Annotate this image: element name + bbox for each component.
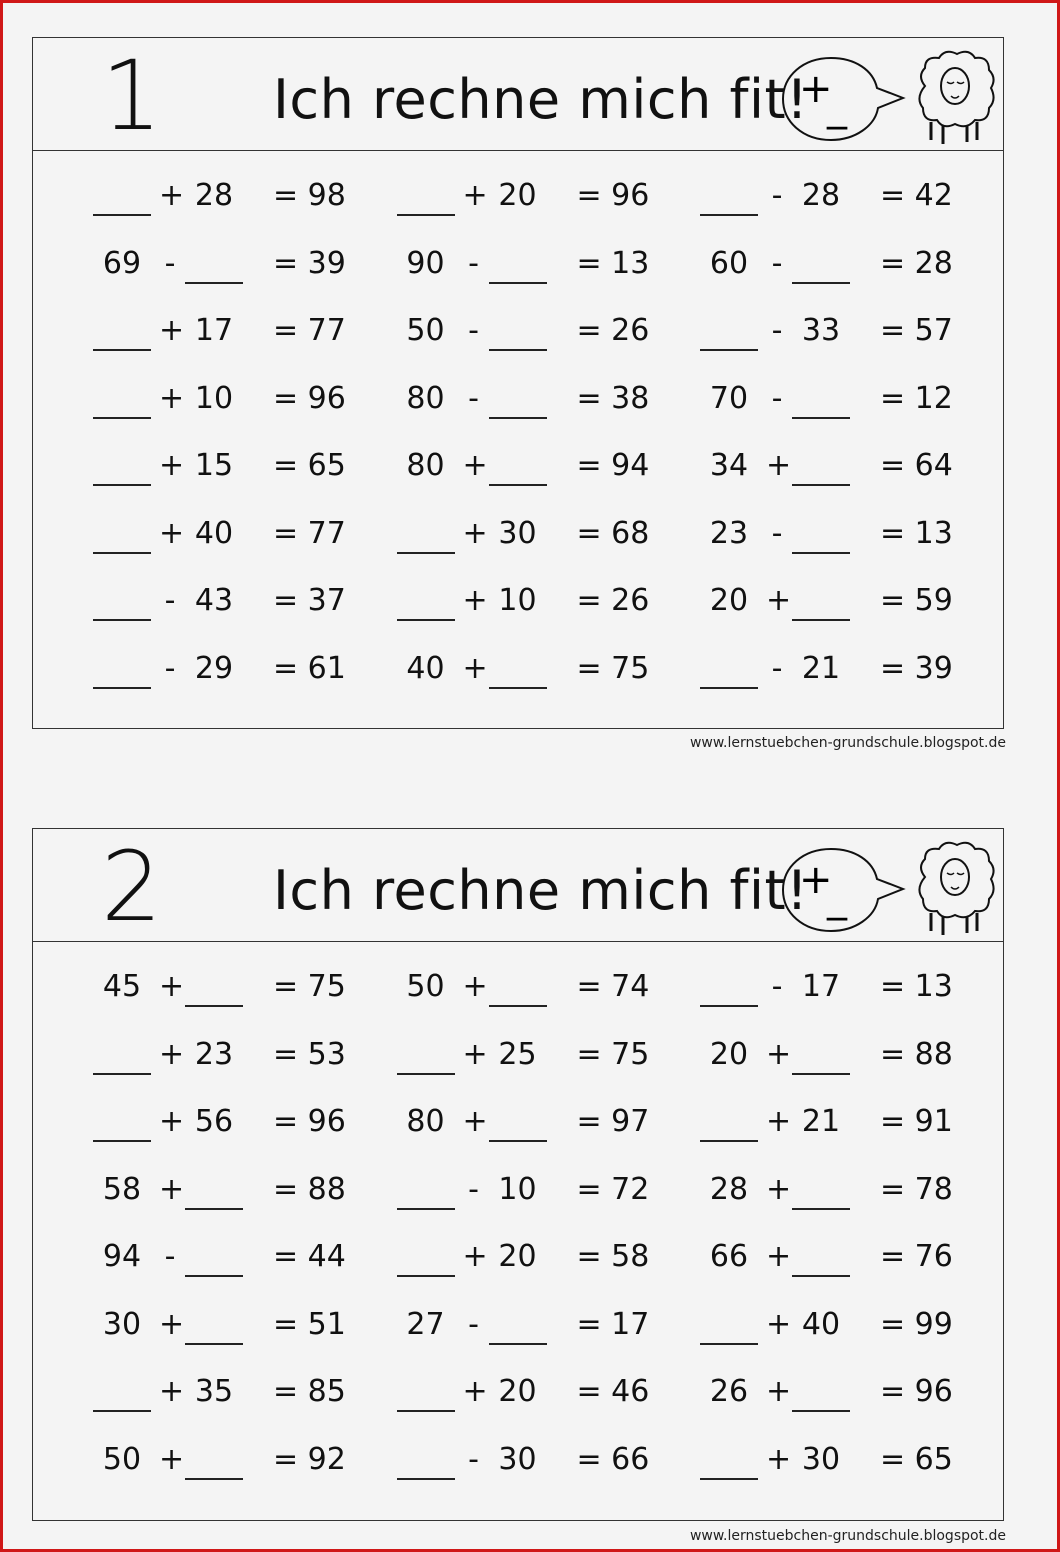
operator: + [462, 448, 488, 483]
answer-blank[interactable] [397, 581, 455, 621]
answer-blank[interactable] [700, 1305, 758, 1345]
operator: + [159, 1036, 185, 1072]
answer-blank[interactable] [489, 649, 547, 689]
exercise-item [397, 1035, 701, 1103]
sheet-title: Ich rechne mich fit! [273, 859, 809, 922]
operator: + [766, 583, 792, 618]
worksheet-header [33, 829, 1003, 942]
operator: + [462, 1239, 488, 1274]
operator: - [468, 1306, 479, 1342]
first-operand: 94 [102, 1239, 142, 1274]
second-operand: 20 [498, 178, 537, 213]
result: = 85 [273, 1374, 346, 1409]
answer-blank[interactable] [93, 514, 151, 554]
exercise-item [700, 1372, 1004, 1440]
answer-blank[interactable] [93, 1102, 151, 1142]
answer-blank[interactable] [489, 244, 547, 284]
operator: + [766, 1441, 792, 1477]
exercise-item [397, 1170, 701, 1238]
first-operand: 20 [709, 1036, 749, 1072]
first-operand: 40 [406, 650, 445, 686]
exercise-item [93, 514, 397, 582]
second-operand: 10 [194, 380, 234, 416]
exercise-item [700, 176, 1004, 244]
exercise-item [397, 1440, 701, 1508]
first-operand: 27 [406, 1306, 445, 1342]
result: = 77 [273, 515, 346, 551]
operator: + [462, 1036, 488, 1072]
second-operand: 33 [801, 313, 841, 348]
footer-url: www.lernstuebchen-grundschule.blogspot.de [689, 735, 1006, 751]
result: = 37 [273, 583, 346, 618]
answer-blank[interactable] [792, 379, 850, 419]
exercise-item [700, 967, 1004, 1035]
result: = 26 [576, 583, 650, 618]
exercise-item [700, 1170, 1004, 1238]
second-operand: 30 [498, 515, 537, 551]
answer-blank[interactable] [93, 176, 151, 216]
second-operand: 28 [801, 178, 841, 213]
second-operand: 25 [498, 1036, 537, 1072]
answer-blank[interactable] [185, 967, 243, 1007]
result: = 39 [273, 245, 346, 281]
result: = 94 [576, 448, 650, 483]
first-operand: 80 [406, 1104, 445, 1139]
second-operand: 56 [194, 1104, 234, 1139]
exercise-item [397, 1102, 701, 1170]
exercise-item [397, 581, 701, 649]
answer-blank[interactable] [397, 514, 455, 554]
operator: + [159, 969, 185, 1004]
answer-blank[interactable] [93, 311, 151, 351]
answer-blank[interactable] [397, 1372, 455, 1412]
answer-blank[interactable] [700, 311, 758, 351]
exercise-item [93, 379, 397, 447]
result: = 96 [880, 1374, 953, 1409]
exercise-item [700, 446, 1004, 514]
operator: + [159, 1306, 185, 1342]
exercise-item [93, 1305, 397, 1373]
result: = 76 [880, 1239, 953, 1274]
answer-blank[interactable] [792, 1035, 850, 1075]
operator: + [462, 178, 488, 213]
result: = 99 [880, 1306, 953, 1342]
second-operand: 21 [801, 1104, 841, 1139]
operator: + [462, 1104, 488, 1139]
speech-bubble-icon [779, 845, 907, 935]
sheet-number: 2 [101, 831, 163, 943]
first-operand: 50 [406, 313, 445, 348]
second-operand: 15 [194, 448, 234, 483]
exercise-grid [93, 967, 953, 1507]
answer-blank[interactable] [185, 1305, 243, 1345]
result: = 77 [273, 313, 346, 348]
first-operand: 50 [102, 1441, 142, 1477]
result: = 88 [880, 1036, 953, 1072]
second-operand: 21 [801, 650, 841, 686]
operator: + [766, 1036, 792, 1072]
sheep-icon [911, 46, 999, 146]
answer-blank[interactable] [397, 1035, 455, 1075]
result: = 75 [576, 1036, 650, 1072]
result: = 17 [576, 1306, 650, 1342]
result: = 96 [273, 1104, 346, 1139]
second-operand: 20 [498, 1374, 537, 1409]
first-operand: 20 [709, 583, 749, 618]
result: = 51 [273, 1306, 346, 1342]
exercise-item [93, 967, 397, 1035]
answer-blank[interactable] [700, 649, 758, 689]
answer-blank[interactable] [489, 967, 547, 1007]
exercise-item [397, 379, 701, 447]
exercise-item [397, 1305, 701, 1373]
result: = 13 [880, 969, 953, 1004]
operator: + [159, 1374, 185, 1409]
exercise-item [93, 176, 397, 244]
result: = 57 [880, 313, 953, 348]
operator: - [468, 313, 479, 348]
operator: - [771, 969, 783, 1004]
exercise-item [397, 649, 701, 717]
operator: + [462, 1374, 488, 1409]
answer-blank[interactable] [792, 1170, 850, 1210]
sheet-title: Ich rechne mich fit! [273, 68, 809, 131]
second-operand: 40 [801, 1306, 841, 1342]
first-operand: 34 [709, 448, 749, 483]
result: = 91 [880, 1104, 953, 1139]
second-operand: 29 [194, 650, 234, 686]
first-operand: 23 [709, 515, 749, 551]
answer-blank[interactable] [792, 1372, 850, 1412]
result: = 61 [273, 650, 346, 686]
operator: - [164, 583, 176, 618]
second-operand: 17 [801, 969, 841, 1004]
exercise-item [93, 311, 397, 379]
answer-blank[interactable] [93, 446, 151, 486]
exercise-item [93, 1372, 397, 1440]
answer-blank[interactable] [93, 379, 151, 419]
exercise-grid [93, 176, 953, 716]
second-operand: 35 [194, 1374, 234, 1409]
operator: + [766, 1104, 792, 1139]
exercise-item [93, 1035, 397, 1103]
answer-blank[interactable] [700, 967, 758, 1007]
answer-blank[interactable] [792, 446, 850, 486]
answer-blank[interactable] [185, 1440, 243, 1480]
answer-blank[interactable] [792, 1237, 850, 1277]
exercise-item [397, 446, 701, 514]
result: = 42 [880, 178, 953, 213]
answer-blank[interactable] [792, 244, 850, 284]
plus-sign: + [799, 66, 833, 112]
answer-blank[interactable] [489, 311, 547, 351]
operator: + [159, 380, 185, 416]
answer-blank[interactable] [93, 1035, 151, 1075]
result: = 58 [576, 1239, 650, 1274]
answer-blank[interactable] [185, 244, 243, 284]
result: = 28 [880, 245, 953, 281]
first-operand: 45 [102, 969, 142, 1004]
exercise-item [93, 1237, 397, 1305]
exercise-item [93, 244, 397, 312]
answer-blank[interactable] [489, 379, 547, 419]
answer-blank[interactable] [700, 1440, 758, 1480]
operator: + [766, 1306, 792, 1342]
operator: - [771, 380, 783, 416]
operator: - [771, 178, 783, 213]
second-operand: 10 [498, 1171, 537, 1207]
sheep-icon [911, 837, 999, 937]
result: = 59 [880, 583, 953, 618]
exercise-item [700, 1035, 1004, 1103]
operator: - [468, 380, 479, 416]
operator: - [771, 245, 783, 281]
answer-blank[interactable] [185, 1170, 243, 1210]
result: = 88 [273, 1171, 346, 1207]
second-operand: 17 [194, 313, 234, 348]
operator: + [462, 650, 488, 686]
answer-blank[interactable] [489, 1305, 547, 1345]
exercise-item [397, 514, 701, 582]
operator: + [159, 1441, 185, 1477]
first-operand: 28 [709, 1171, 749, 1207]
exercise-item [700, 649, 1004, 717]
result: = 53 [273, 1036, 346, 1072]
operator: + [159, 313, 185, 348]
exercise-item [397, 1372, 701, 1440]
operator: + [462, 969, 488, 1004]
operator: + [766, 448, 792, 483]
operator: - [164, 245, 176, 281]
result: = 65 [273, 448, 346, 483]
result: = 78 [880, 1171, 953, 1207]
operator: - [771, 650, 783, 686]
answer-blank[interactable] [489, 1102, 547, 1142]
first-operand: 26 [709, 1374, 749, 1409]
first-operand: 70 [709, 380, 749, 416]
exercise-item [93, 581, 397, 649]
exercise-item [700, 1237, 1004, 1305]
answer-blank[interactable] [397, 1170, 455, 1210]
minus-sign: _ [827, 84, 847, 130]
answer-blank[interactable] [489, 446, 547, 486]
first-operand: 66 [709, 1239, 749, 1274]
second-operand: 30 [801, 1441, 841, 1477]
exercise-item [397, 311, 701, 379]
answer-blank[interactable] [397, 176, 455, 216]
plus-sign: + [799, 857, 833, 903]
exercise-item [700, 1440, 1004, 1508]
operator: + [159, 448, 185, 483]
exercise-item [397, 244, 701, 312]
operator: + [159, 1104, 185, 1139]
exercise-item [700, 581, 1004, 649]
answer-blank[interactable] [185, 1237, 243, 1277]
result: = 96 [273, 380, 346, 416]
speech-bubble-icon [779, 54, 907, 144]
second-operand: 40 [194, 515, 234, 551]
answer-blank[interactable] [397, 1440, 455, 1480]
operator: + [766, 1239, 792, 1274]
sheet-number: 1 [101, 40, 163, 152]
operator: + [159, 1171, 185, 1207]
result: = 64 [880, 448, 953, 483]
operator: - [164, 650, 176, 686]
exercise-item [93, 649, 397, 717]
exercise-item [700, 379, 1004, 447]
result: = 66 [576, 1441, 650, 1477]
exercise-item [700, 1305, 1004, 1373]
operator: + [159, 515, 185, 551]
worksheet-card-1 [32, 37, 1004, 729]
result: = 98 [273, 178, 346, 213]
result: = 38 [576, 380, 650, 416]
answer-blank[interactable] [93, 581, 151, 621]
result: = 97 [576, 1104, 650, 1139]
exercise-item [93, 1170, 397, 1238]
result: = 65 [880, 1441, 953, 1477]
operator: + [159, 178, 185, 213]
first-operand: 90 [406, 245, 445, 281]
operator: - [468, 1441, 479, 1477]
result: = 13 [880, 515, 953, 551]
result: = 26 [576, 313, 650, 348]
minus-sign: _ [827, 875, 847, 921]
first-operand: 80 [406, 380, 445, 416]
result: = 75 [273, 969, 346, 1004]
answer-blank[interactable] [700, 176, 758, 216]
first-operand: 69 [102, 245, 142, 281]
worksheet-header [33, 38, 1003, 151]
first-operand: 30 [102, 1306, 142, 1342]
second-operand: 23 [194, 1036, 234, 1072]
result: = 39 [880, 650, 953, 686]
first-operand: 80 [406, 448, 445, 483]
answer-blank[interactable] [792, 514, 850, 554]
exercise-item [93, 446, 397, 514]
exercise-item [700, 514, 1004, 582]
result: = 12 [880, 380, 953, 416]
result: = 44 [273, 1239, 346, 1274]
result: = 46 [576, 1374, 650, 1409]
operator: + [462, 515, 488, 551]
second-operand: 28 [194, 178, 234, 213]
result: = 74 [576, 969, 650, 1004]
first-operand: 50 [406, 969, 445, 1004]
result: = 72 [576, 1171, 650, 1207]
exercise-item [700, 311, 1004, 379]
footer-url: www.lernstuebchen-grundschule.blogspot.de [689, 1528, 1006, 1544]
operator: - [771, 313, 783, 348]
result: = 13 [576, 245, 650, 281]
first-operand: 58 [102, 1171, 142, 1207]
worksheet-card-2 [32, 828, 1004, 1521]
first-operand: 60 [709, 245, 749, 281]
exercise-item [93, 1440, 397, 1508]
answer-blank[interactable] [93, 1372, 151, 1412]
operator: - [468, 245, 479, 281]
answer-blank[interactable] [792, 581, 850, 621]
result: = 68 [576, 515, 650, 551]
operator: + [462, 583, 488, 618]
result: = 75 [576, 650, 650, 686]
exercise-item [700, 1102, 1004, 1170]
operator: + [766, 1374, 792, 1409]
exercise-item [397, 967, 701, 1035]
second-operand: 10 [498, 583, 537, 618]
answer-blank[interactable] [700, 1102, 758, 1142]
exercise-item [93, 1102, 397, 1170]
operator: + [766, 1171, 792, 1207]
answer-blank[interactable] [397, 1237, 455, 1277]
exercise-item [397, 1237, 701, 1305]
operator: - [468, 1171, 479, 1207]
operator: - [771, 515, 783, 551]
second-operand: 30 [498, 1441, 537, 1477]
result: = 92 [273, 1441, 346, 1477]
second-operand: 43 [194, 583, 234, 618]
second-operand: 20 [498, 1239, 537, 1274]
answer-blank[interactable] [93, 649, 151, 689]
exercise-item [700, 244, 1004, 312]
result: = 96 [576, 178, 650, 213]
exercise-item [397, 176, 701, 244]
operator: - [164, 1239, 176, 1274]
